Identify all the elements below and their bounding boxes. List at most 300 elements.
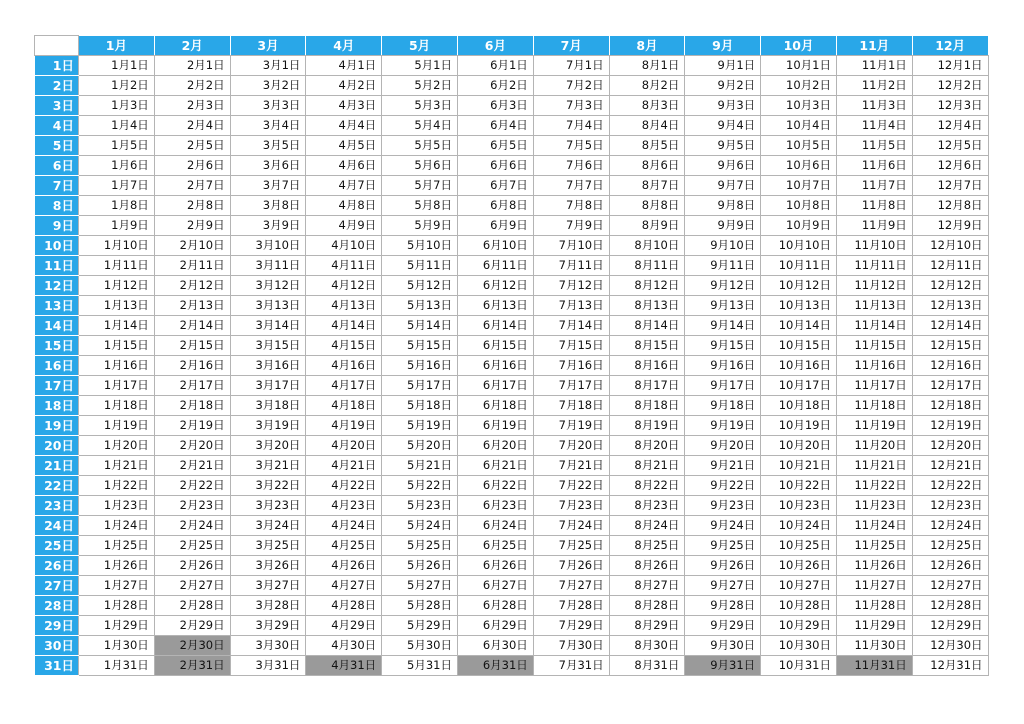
date-cell: 10月9日 <box>761 216 837 236</box>
date-cell: 2月3日 <box>154 96 230 116</box>
date-cell: 1月2日 <box>79 76 155 96</box>
date-cell: 6月18日 <box>457 396 533 416</box>
date-cell: 2月7日 <box>154 176 230 196</box>
date-cell: 4月26日 <box>306 556 382 576</box>
date-cell: 3月2日 <box>230 76 306 96</box>
date-cell: 6月21日 <box>457 456 533 476</box>
date-cell: 9月17日 <box>685 376 761 396</box>
date-cell: 4月28日 <box>306 596 382 616</box>
date-cell: 6月14日 <box>457 316 533 336</box>
date-cell: 10月30日 <box>761 636 837 656</box>
date-cell: 5月19日 <box>382 416 458 436</box>
date-cell: 1月1日 <box>79 56 155 76</box>
day-header-14: 14日 <box>35 316 79 336</box>
date-cell: 5月16日 <box>382 356 458 376</box>
date-cell: 11月5日 <box>836 136 912 156</box>
date-cell: 4月24日 <box>306 516 382 536</box>
date-cell: 7月30日 <box>533 636 609 656</box>
date-cell: 7月29日 <box>533 616 609 636</box>
table-row <box>35 496 989 516</box>
date-cell: 9月6日 <box>685 156 761 176</box>
date-cell: 5月7日 <box>382 176 458 196</box>
date-cell: 5月29日 <box>382 616 458 636</box>
day-header-17: 17日 <box>35 376 79 396</box>
day-header-18: 18日 <box>35 396 79 416</box>
date-cell: 12月25日 <box>912 536 988 556</box>
date-cell: 7月8日 <box>533 196 609 216</box>
date-cell: 5月30日 <box>382 636 458 656</box>
date-cell: 12月10日 <box>912 236 988 256</box>
date-cell: 9月2日 <box>685 76 761 96</box>
date-cell: 11月27日 <box>836 576 912 596</box>
date-cell: 9月15日 <box>685 336 761 356</box>
date-cell-invalid: 4月31日 <box>306 656 382 676</box>
month-header-row <box>35 36 989 56</box>
date-cell: 11月7日 <box>836 176 912 196</box>
date-cell: 6月28日 <box>457 596 533 616</box>
date-cell: 8月26日 <box>609 556 685 576</box>
date-cell: 2月24日 <box>154 516 230 536</box>
table-row <box>35 196 989 216</box>
date-cell: 7月31日 <box>533 656 609 676</box>
date-cell-invalid: 11月31日 <box>836 656 912 676</box>
date-cell: 2月9日 <box>154 216 230 236</box>
date-cell: 7月4日 <box>533 116 609 136</box>
table-row <box>35 516 989 536</box>
date-cell: 2月13日 <box>154 296 230 316</box>
date-cell: 10月2日 <box>761 76 837 96</box>
date-cell: 3月26日 <box>230 556 306 576</box>
date-cell: 8月22日 <box>609 476 685 496</box>
date-cell: 1月19日 <box>79 416 155 436</box>
date-cell: 9月22日 <box>685 476 761 496</box>
table-row <box>35 656 989 676</box>
date-cell: 2月8日 <box>154 196 230 216</box>
date-cell: 12月16日 <box>912 356 988 376</box>
table-row <box>35 636 989 656</box>
date-cell: 10月10日 <box>761 236 837 256</box>
day-header-20: 20日 <box>35 436 79 456</box>
date-cell: 5月13日 <box>382 296 458 316</box>
date-cell: 8月8日 <box>609 196 685 216</box>
date-cell: 4月27日 <box>306 576 382 596</box>
date-cell: 4月5日 <box>306 136 382 156</box>
date-cell: 5月9日 <box>382 216 458 236</box>
date-cell: 9月18日 <box>685 396 761 416</box>
date-cell: 7月26日 <box>533 556 609 576</box>
date-cell: 4月23日 <box>306 496 382 516</box>
date-cell: 2月11日 <box>154 256 230 276</box>
date-cell: 5月12日 <box>382 276 458 296</box>
date-cell: 7月24日 <box>533 516 609 536</box>
date-cell: 8月25日 <box>609 536 685 556</box>
date-cell: 8月13日 <box>609 296 685 316</box>
table-row <box>35 176 989 196</box>
day-header-29: 29日 <box>35 616 79 636</box>
date-cell: 3月1日 <box>230 56 306 76</box>
date-cell: 8月6日 <box>609 156 685 176</box>
date-cell: 4月8日 <box>306 196 382 216</box>
table-row <box>35 456 989 476</box>
table-row <box>35 376 989 396</box>
day-header-27: 27日 <box>35 576 79 596</box>
date-cell: 12月23日 <box>912 496 988 516</box>
date-cell: 5月28日 <box>382 596 458 616</box>
date-cell: 2月14日 <box>154 316 230 336</box>
date-cell: 10月31日 <box>761 656 837 676</box>
day-header-28: 28日 <box>35 596 79 616</box>
date-cell: 5月1日 <box>382 56 458 76</box>
date-cell: 4月3日 <box>306 96 382 116</box>
date-cell: 7月7日 <box>533 176 609 196</box>
date-cell: 3月28日 <box>230 596 306 616</box>
date-cell: 12月8日 <box>912 196 988 216</box>
date-cell: 9月8日 <box>685 196 761 216</box>
date-cell: 8月28日 <box>609 596 685 616</box>
date-cell: 9月24日 <box>685 516 761 536</box>
date-cell: 10月5日 <box>761 136 837 156</box>
date-cell: 4月15日 <box>306 336 382 356</box>
date-cell: 2月22日 <box>154 476 230 496</box>
date-cell: 7月22日 <box>533 476 609 496</box>
date-calendar-table <box>34 35 989 676</box>
date-cell: 3月5日 <box>230 136 306 156</box>
date-cell: 5月26日 <box>382 556 458 576</box>
date-cell: 10月1日 <box>761 56 837 76</box>
day-header-4: 4日 <box>35 116 79 136</box>
day-header-15: 15日 <box>35 336 79 356</box>
date-cell-invalid: 2月31日 <box>154 656 230 676</box>
date-cell: 12月18日 <box>912 396 988 416</box>
corner-cell <box>35 36 79 56</box>
date-cell: 6月1日 <box>457 56 533 76</box>
date-cell: 6月27日 <box>457 576 533 596</box>
date-cell: 4月22日 <box>306 476 382 496</box>
table-row <box>35 76 989 96</box>
date-cell: 11月18日 <box>836 396 912 416</box>
date-cell: 4月12日 <box>306 276 382 296</box>
day-header-16: 16日 <box>35 356 79 376</box>
date-cell: 9月25日 <box>685 536 761 556</box>
date-cell: 5月11日 <box>382 256 458 276</box>
date-cell: 4月21日 <box>306 456 382 476</box>
date-cell: 3月30日 <box>230 636 306 656</box>
date-cell: 11月16日 <box>836 356 912 376</box>
date-cell: 6月16日 <box>457 356 533 376</box>
date-cell: 7月28日 <box>533 596 609 616</box>
date-cell: 11月9日 <box>836 216 912 236</box>
date-cell: 4月6日 <box>306 156 382 176</box>
date-cell: 12月22日 <box>912 476 988 496</box>
date-cell: 3月10日 <box>230 236 306 256</box>
date-cell: 1月6日 <box>79 156 155 176</box>
date-cell-invalid: 9月31日 <box>685 656 761 676</box>
date-cell: 2月19日 <box>154 416 230 436</box>
date-cell: 8月14日 <box>609 316 685 336</box>
date-cell: 3月7日 <box>230 176 306 196</box>
date-cell: 11月11日 <box>836 256 912 276</box>
day-header-22: 22日 <box>35 476 79 496</box>
date-cell: 8月10日 <box>609 236 685 256</box>
date-cell: 8月21日 <box>609 456 685 476</box>
month-header-12: 12月 <box>912 36 988 56</box>
date-cell: 4月18日 <box>306 396 382 416</box>
date-cell: 9月23日 <box>685 496 761 516</box>
date-cell: 3月24日 <box>230 516 306 536</box>
day-header-19: 19日 <box>35 416 79 436</box>
date-cell: 1月30日 <box>79 636 155 656</box>
date-cell: 12月13日 <box>912 296 988 316</box>
month-header-9: 9月 <box>685 36 761 56</box>
date-cell: 4月14日 <box>306 316 382 336</box>
date-cell: 7月14日 <box>533 316 609 336</box>
date-cell: 6月12日 <box>457 276 533 296</box>
day-header-12: 12日 <box>35 276 79 296</box>
date-cell: 6月19日 <box>457 416 533 436</box>
day-header-23: 23日 <box>35 496 79 516</box>
date-cell: 10月22日 <box>761 476 837 496</box>
date-cell: 1月13日 <box>79 296 155 316</box>
date-cell: 12月9日 <box>912 216 988 236</box>
date-cell: 10月26日 <box>761 556 837 576</box>
date-cell: 12月7日 <box>912 176 988 196</box>
date-cell: 2月2日 <box>154 76 230 96</box>
date-cell: 1月8日 <box>79 196 155 216</box>
date-cell: 4月4日 <box>306 116 382 136</box>
table-row <box>35 96 989 116</box>
date-cell: 1月3日 <box>79 96 155 116</box>
date-cell: 5月20日 <box>382 436 458 456</box>
date-cell: 3月18日 <box>230 396 306 416</box>
date-cell: 7月19日 <box>533 416 609 436</box>
month-header-3: 3月 <box>230 36 306 56</box>
date-cell: 7月6日 <box>533 156 609 176</box>
date-cell-invalid: 2月30日 <box>154 636 230 656</box>
date-cell: 8月30日 <box>609 636 685 656</box>
date-cell: 12月6日 <box>912 156 988 176</box>
date-cell: 8月31日 <box>609 656 685 676</box>
date-cell: 11月22日 <box>836 476 912 496</box>
date-cell: 11月17日 <box>836 376 912 396</box>
date-cell: 5月15日 <box>382 336 458 356</box>
date-cell: 1月26日 <box>79 556 155 576</box>
date-cell: 9月1日 <box>685 56 761 76</box>
date-cell: 1月15日 <box>79 336 155 356</box>
date-cell: 11月30日 <box>836 636 912 656</box>
date-cell: 5月18日 <box>382 396 458 416</box>
date-cell: 4月9日 <box>306 216 382 236</box>
date-cell: 3月21日 <box>230 456 306 476</box>
date-cell: 11月2日 <box>836 76 912 96</box>
date-cell: 6月25日 <box>457 536 533 556</box>
date-cell: 12月1日 <box>912 56 988 76</box>
date-cell: 1月14日 <box>79 316 155 336</box>
month-header-1: 1月 <box>79 36 155 56</box>
date-cell: 11月13日 <box>836 296 912 316</box>
date-cell: 8月27日 <box>609 576 685 596</box>
date-cell: 9月16日 <box>685 356 761 376</box>
date-cell: 11月21日 <box>836 456 912 476</box>
date-cell: 9月9日 <box>685 216 761 236</box>
table-row <box>35 596 989 616</box>
date-cell: 8月16日 <box>609 356 685 376</box>
date-cell: 10月4日 <box>761 116 837 136</box>
date-cell: 3月16日 <box>230 356 306 376</box>
date-cell: 5月14日 <box>382 316 458 336</box>
date-cell: 8月18日 <box>609 396 685 416</box>
date-cell: 5月21日 <box>382 456 458 476</box>
date-cell: 12月15日 <box>912 336 988 356</box>
date-cell: 9月13日 <box>685 296 761 316</box>
table-row <box>35 436 989 456</box>
date-cell: 7月15日 <box>533 336 609 356</box>
date-cell: 1月27日 <box>79 576 155 596</box>
table-row <box>35 396 989 416</box>
date-cell: 1月11日 <box>79 256 155 276</box>
day-header-2: 2日 <box>35 76 79 96</box>
date-cell: 1月22日 <box>79 476 155 496</box>
date-cell: 11月23日 <box>836 496 912 516</box>
date-cell: 10月25日 <box>761 536 837 556</box>
day-header-5: 5日 <box>35 136 79 156</box>
date-cell: 1月25日 <box>79 536 155 556</box>
date-cell: 1月16日 <box>79 356 155 376</box>
date-cell: 7月20日 <box>533 436 609 456</box>
date-cell: 12月12日 <box>912 276 988 296</box>
table-row <box>35 236 989 256</box>
date-cell: 6月4日 <box>457 116 533 136</box>
date-cell: 6月26日 <box>457 556 533 576</box>
date-cell: 12月5日 <box>912 136 988 156</box>
date-cell: 11月8日 <box>836 196 912 216</box>
date-cell: 1月21日 <box>79 456 155 476</box>
date-cell: 10月7日 <box>761 176 837 196</box>
date-cell: 7月16日 <box>533 356 609 376</box>
date-cell: 10月27日 <box>761 576 837 596</box>
date-cell: 8月17日 <box>609 376 685 396</box>
date-cell: 8月12日 <box>609 276 685 296</box>
day-header-8: 8日 <box>35 196 79 216</box>
date-cell: 2月5日 <box>154 136 230 156</box>
date-cell: 1月9日 <box>79 216 155 236</box>
date-cell: 11月10日 <box>836 236 912 256</box>
day-header-21: 21日 <box>35 456 79 476</box>
date-cell: 8月9日 <box>609 216 685 236</box>
date-cell: 2月29日 <box>154 616 230 636</box>
date-cell: 11月6日 <box>836 156 912 176</box>
date-cell: 9月12日 <box>685 276 761 296</box>
date-cell: 10月24日 <box>761 516 837 536</box>
date-cell: 3月17日 <box>230 376 306 396</box>
date-cell: 2月1日 <box>154 56 230 76</box>
date-cell: 4月17日 <box>306 376 382 396</box>
date-cell: 6月30日 <box>457 636 533 656</box>
date-cell: 2月26日 <box>154 556 230 576</box>
day-header-30: 30日 <box>35 636 79 656</box>
date-cell: 5月5日 <box>382 136 458 156</box>
table-row <box>35 416 989 436</box>
date-cell: 9月29日 <box>685 616 761 636</box>
date-cell: 3月13日 <box>230 296 306 316</box>
date-cell: 7月12日 <box>533 276 609 296</box>
day-header-7: 7日 <box>35 176 79 196</box>
date-cell: 6月9日 <box>457 216 533 236</box>
table-row <box>35 276 989 296</box>
date-cell: 5月8日 <box>382 196 458 216</box>
date-cell: 3月27日 <box>230 576 306 596</box>
date-cell: 12月31日 <box>912 656 988 676</box>
date-cell: 4月7日 <box>306 176 382 196</box>
date-cell: 2月18日 <box>154 396 230 416</box>
date-cell: 6月13日 <box>457 296 533 316</box>
date-cell: 9月27日 <box>685 576 761 596</box>
day-header-11: 11日 <box>35 256 79 276</box>
table-row <box>35 296 989 316</box>
date-cell: 8月23日 <box>609 496 685 516</box>
date-cell: 10月14日 <box>761 316 837 336</box>
date-cell: 6月11日 <box>457 256 533 276</box>
date-cell: 9月3日 <box>685 96 761 116</box>
date-cell: 3月4日 <box>230 116 306 136</box>
date-cell: 1月31日 <box>79 656 155 676</box>
date-cell: 12月24日 <box>912 516 988 536</box>
date-cell: 4月13日 <box>306 296 382 316</box>
date-cell: 2月20日 <box>154 436 230 456</box>
date-cell: 11月25日 <box>836 536 912 556</box>
date-cell: 3月3日 <box>230 96 306 116</box>
date-cell: 6月29日 <box>457 616 533 636</box>
date-cell: 3月23日 <box>230 496 306 516</box>
date-cell: 6月20日 <box>457 436 533 456</box>
day-header-31: 31日 <box>35 656 79 676</box>
date-cell: 2月4日 <box>154 116 230 136</box>
date-cell: 12月27日 <box>912 576 988 596</box>
date-cell: 9月28日 <box>685 596 761 616</box>
date-cell: 6月22日 <box>457 476 533 496</box>
date-cell: 1月29日 <box>79 616 155 636</box>
date-cell: 10月28日 <box>761 596 837 616</box>
date-cell: 8月3日 <box>609 96 685 116</box>
date-cell: 11月29日 <box>836 616 912 636</box>
date-cell: 10月19日 <box>761 416 837 436</box>
date-cell: 2月23日 <box>154 496 230 516</box>
date-cell: 9月26日 <box>685 556 761 576</box>
date-cell: 6月6日 <box>457 156 533 176</box>
date-cell: 1月7日 <box>79 176 155 196</box>
date-cell: 4月30日 <box>306 636 382 656</box>
date-cell: 6月2日 <box>457 76 533 96</box>
date-cell: 2月12日 <box>154 276 230 296</box>
day-header-13: 13日 <box>35 296 79 316</box>
date-cell: 5月10日 <box>382 236 458 256</box>
date-cell: 8月2日 <box>609 76 685 96</box>
date-cell: 11月14日 <box>836 316 912 336</box>
table-row <box>35 356 989 376</box>
date-cell: 12月28日 <box>912 596 988 616</box>
day-header-26: 26日 <box>35 556 79 576</box>
date-cell: 5月23日 <box>382 496 458 516</box>
date-cell: 6月17日 <box>457 376 533 396</box>
date-cell: 7月9日 <box>533 216 609 236</box>
day-header-1: 1日 <box>35 56 79 76</box>
day-header-10: 10日 <box>35 236 79 256</box>
date-cell: 2月17日 <box>154 376 230 396</box>
date-cell: 2月25日 <box>154 536 230 556</box>
date-cell: 4月11日 <box>306 256 382 276</box>
date-cell: 11月24日 <box>836 516 912 536</box>
date-cell: 1月23日 <box>79 496 155 516</box>
date-cell: 9月10日 <box>685 236 761 256</box>
